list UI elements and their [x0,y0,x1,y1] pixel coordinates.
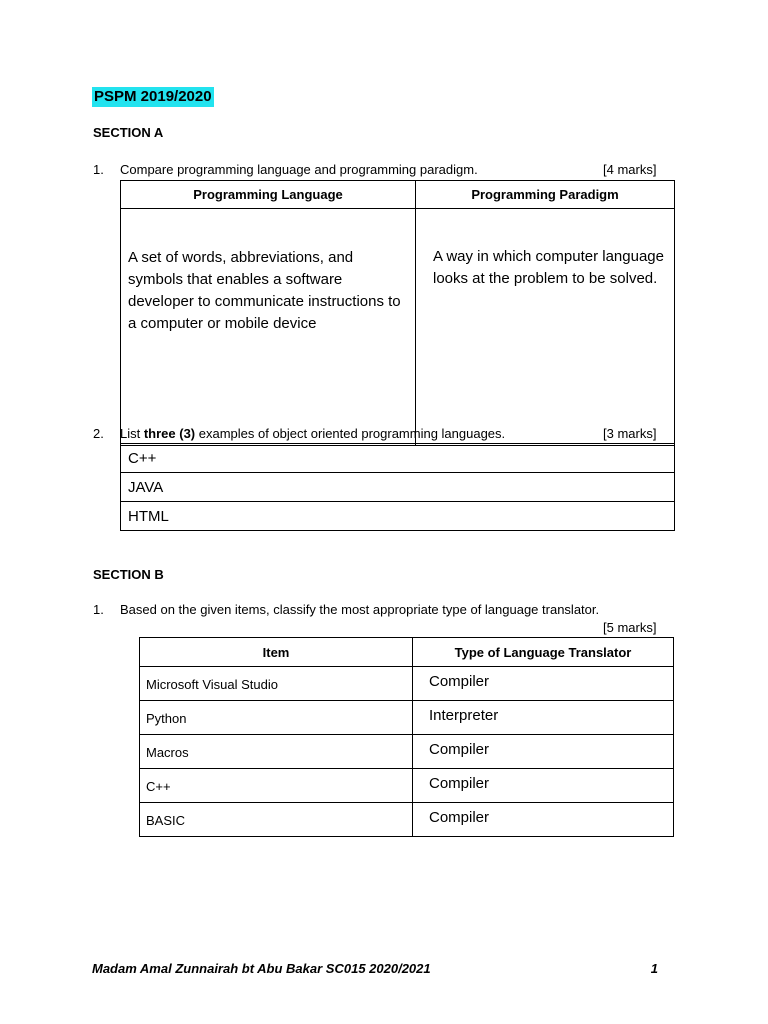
type-cell: Compiler [413,735,674,769]
table-row [140,769,674,803]
answer-list-table [120,443,675,531]
table-row [121,502,675,531]
answer-cell: C++ [121,444,675,473]
item-cell: Microsoft Visual Studio [140,667,413,701]
section-a-heading: SECTION A [93,125,164,140]
document-title: PSPM 2019/2020 [94,88,212,105]
section-b-heading: SECTION B [93,567,164,582]
table-header-row [121,181,675,209]
question-number: 1. [93,602,104,617]
question-text [120,426,505,441]
translator-table [139,637,674,837]
table-row [140,735,674,769]
question-text: Based on the given items, classify the most appropriate type of language translator. [120,602,600,617]
marks-label: [3 marks] [603,426,657,441]
table-header: Programming Paradigm [416,181,675,209]
table-row [140,667,674,701]
table-header: Item [140,638,413,667]
answer-cell: A set of words, abbreviations, and symbols that enables a software developer to communicate instructions to a computer or mobile device [121,209,416,446]
type-cell: Compiler [413,803,674,837]
question-text-emphasis: three (3) [143,426,196,441]
table-row [140,701,674,735]
question-text: Compare programming language and programming paradigm. [120,162,478,177]
table-header: Type of Language Translator [413,638,674,667]
question-text-part: List [120,426,144,441]
item-cell: Python [140,701,413,735]
table-row [121,444,675,473]
question-number: 1. [93,162,104,177]
type-cell: Interpreter [413,701,674,735]
footer-author: Madam Amal Zunnairah bt Abu Bakar SC015 2020/2021 [92,961,431,976]
marks-label: [4 marks] [603,162,657,177]
question-number: 2. [93,426,104,441]
table-row [140,803,674,837]
question-text-part: examples of object oriented programming languages. [195,426,506,441]
item-cell: BASIC [140,803,413,837]
table-header-row [140,638,674,667]
answer-cell: JAVA [121,473,675,502]
type-cell: Compiler [413,769,674,803]
answer-cell: HTML [121,502,675,531]
comparison-table [120,180,675,446]
type-cell: Compiler [413,667,674,701]
page-number: 1 [650,961,658,976]
table-row [121,209,675,446]
answer-cell: A way in which computer language looks at the problem to be solved. [416,209,675,446]
page-footer [92,961,660,976]
marks-label: [5 marks] [603,620,657,635]
table-header: Programming Language [121,181,416,209]
item-cell: Macros [140,735,413,769]
table-row [121,473,675,502]
item-cell: C++ [140,769,413,803]
